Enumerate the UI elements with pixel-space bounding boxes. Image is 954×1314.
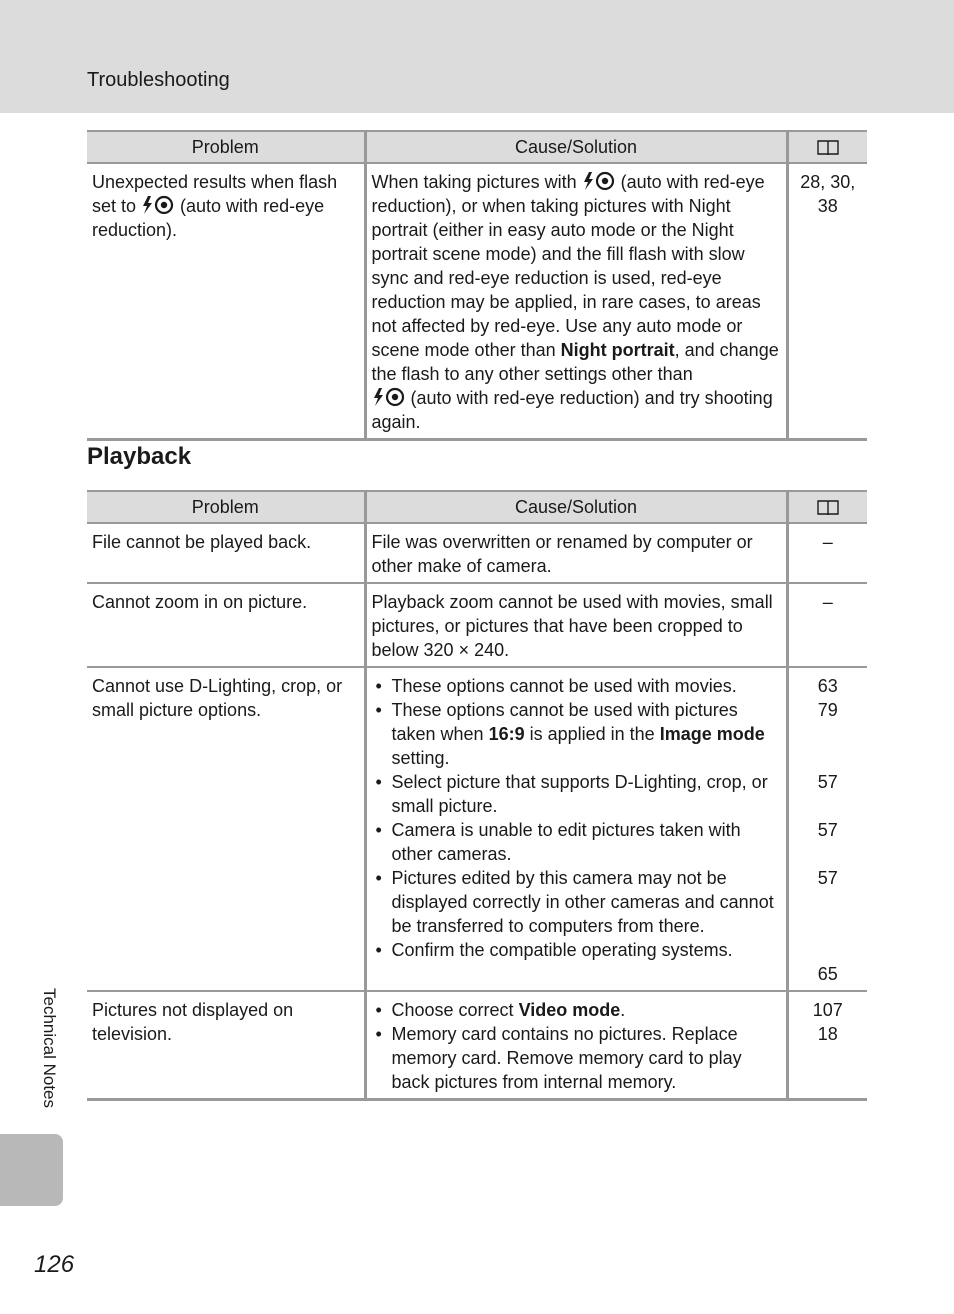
- book-icon: [816, 137, 840, 157]
- bullet-list: [372, 998, 781, 1094]
- solution-cell: [365, 667, 787, 991]
- page-reference: 107: [812, 1000, 843, 1020]
- problem-column-header: Problem: [87, 131, 365, 163]
- flash-red-eye-icon: [372, 388, 406, 408]
- problem-cell: File cannot be played back.: [87, 523, 365, 583]
- page-number: 126: [34, 1251, 75, 1278]
- list-item: • Pictures edited by this camera may not be displayed correctly in other cameras and cannot be transferred to computers from there.: [372, 866, 781, 938]
- table-row: [87, 991, 867, 1100]
- cause-column-header: Cause/Solution: [365, 491, 787, 523]
- problem-cell: Pictures not displayed on television.: [87, 991, 365, 1100]
- problem-cell: Cannot use D-Lighting, crop, or small picture options.: [87, 667, 365, 991]
- list-item: • These options cannot be used with pictures taken when 16:9 is applied in the Image mode setting.: [372, 698, 781, 770]
- book-icon: [816, 497, 840, 517]
- page-reference-cell: –: [787, 583, 867, 667]
- page-reference: 57: [817, 868, 838, 888]
- page-reference: 65: [817, 964, 838, 984]
- list-item: • Memory card contains no pictures. Replace memory card. Remove memory card to play back pictures from internal memory.: [372, 1022, 781, 1094]
- table-row: [87, 583, 867, 667]
- problem-cell: Cannot zoom in on picture.: [87, 583, 365, 667]
- list-item: • Choose correct Video mode.: [372, 998, 781, 1022]
- section-title: Playback: [87, 443, 192, 470]
- page-reference: 57: [817, 820, 838, 840]
- flash-red-eye-icon: [141, 196, 175, 216]
- flash-troubleshooting-table: [87, 130, 867, 441]
- playback-troubleshooting-table: [87, 490, 867, 1101]
- page-reference-cell: [787, 667, 867, 991]
- cause-column-header: Cause/Solution: [365, 131, 787, 163]
- table-row: [87, 523, 867, 583]
- table-header-row: [87, 491, 867, 523]
- side-section-label: Technical Notes: [40, 988, 59, 1109]
- page-reference: 18: [817, 1024, 838, 1044]
- page-reference: 79: [817, 700, 838, 720]
- header-band: [0, 0, 954, 113]
- reference-column-header: [787, 131, 867, 163]
- page-reference: 57: [817, 772, 838, 792]
- table-row: [87, 163, 867, 440]
- solution-cell: File was overwritten or renamed by computer or other make of camera.: [365, 523, 787, 583]
- reference-column-header: [787, 491, 867, 523]
- side-tab: [0, 1134, 63, 1206]
- solution-cell: [365, 991, 787, 1100]
- list-item: • These options cannot be used with movies.: [372, 674, 781, 698]
- problem-column-header: Problem: [87, 491, 365, 523]
- page-reference: 63: [817, 676, 838, 696]
- flash-red-eye-icon: [582, 172, 616, 192]
- page-reference-cell: –: [787, 523, 867, 583]
- header-title: Troubleshooting: [87, 69, 230, 91]
- list-item: • Select picture that supports D-Lighting, crop, or small picture.: [372, 770, 781, 818]
- list-item: • Confirm the compatible operating systems.: [372, 938, 781, 962]
- page-reference-cell: [787, 991, 867, 1100]
- list-item: • Camera is unable to edit pictures taken with other cameras.: [372, 818, 781, 866]
- solution-cell: Playback zoom cannot be used with movies, small pictures, or pictures that have been cropped to below 320 × 240.: [365, 583, 787, 667]
- problem-cell: Unexpected results when flash set to (auto with red-eye reduction).: [87, 163, 365, 440]
- table-header-row: [87, 131, 867, 163]
- solution-cell: When taking pictures with (auto with red-eye reduction), or when taking pictures with Night portrait (either in easy auto mode or the Night portrait scene mode) and the fill flash with slow sync and red-eye reduction is used, red-eye reduction may be applied, in rare cases, to areas not affected by red-eye. Use any auto mode or scene mode other than Night portrait, and change the flash to any other settings other than (auto with red-eye reduction) and try shooting again.: [365, 163, 787, 440]
- table-row: [87, 667, 867, 991]
- bullet-list: [372, 674, 781, 962]
- page-reference-cell: 28, 30, 38: [787, 163, 867, 440]
